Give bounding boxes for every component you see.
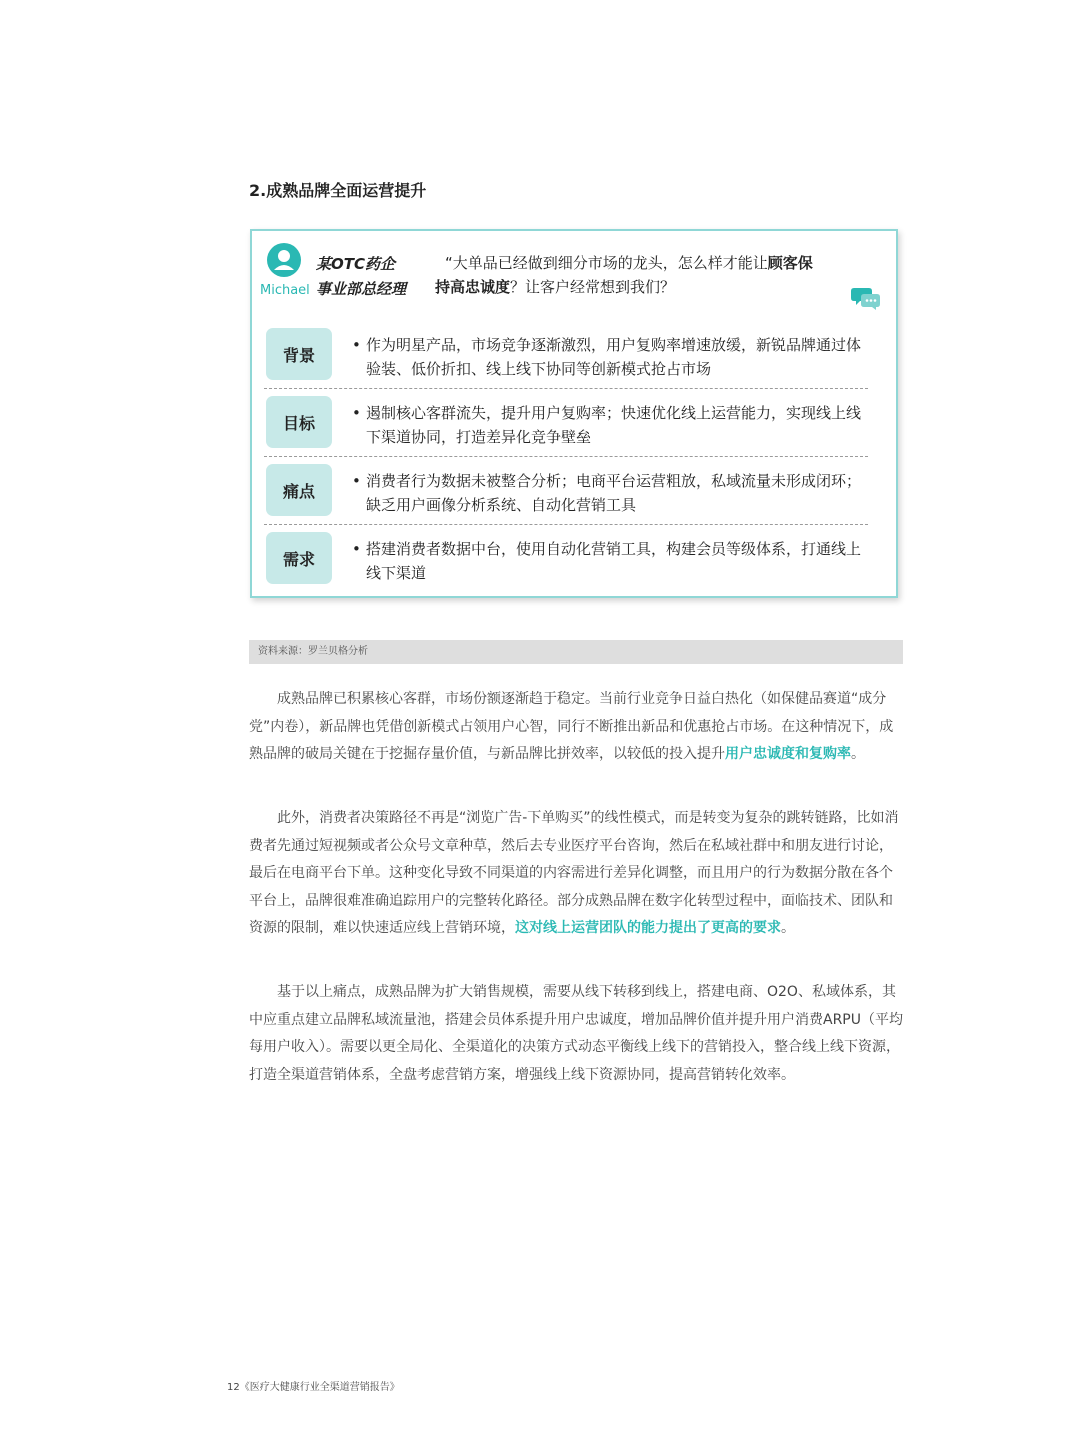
avatar	[267, 243, 301, 277]
person-name: Michael	[260, 283, 310, 298]
row-text: • 消费者行为数据未被整合分析；电商平台运营粗放，私域流量未形成闭环；缺乏用户画像分析系统、自动化营销工具	[352, 469, 862, 517]
row-label: 背景	[266, 328, 332, 380]
paragraph-text: 此外，消费者决策路径不再是“浏览广告-下单购买”的线性模式，而是转变为复杂的跳转链路，比如消费者先通过短视频或者公众号文章种草，然后去专业医疗平台咨询，然后在私域社群中和朋友进行讨论，最后在电商平台下单。这种变化导致不同渠道的内容需进行差异化调整，而且用户的行为数据分散在各个平台上，品牌很难准确追踪用户的完整转化路径。部分成熟品牌在数字化转型过程中，面临技术、团队和资源的限制，难以快速适应线上营销环境，	[249, 810, 899, 936]
paragraph-text: 成熟品牌已积累核心客群，市场份额逐渐趋于稳定。当前行业竞争日益白热化（如保健品赛道“成分党”内卷），新品牌也凭借创新模式占领用户心智，同行不断推出新品和优惠抢占市场。在这种情况下，成熟品牌的破局关键在于挖掘存量价值，与新品牌比拼效率，以较低的投入提升	[249, 691, 894, 762]
case-rows	[264, 321, 868, 592]
paragraph-1	[249, 686, 904, 769]
quote	[435, 251, 855, 299]
case-row-background	[264, 321, 868, 389]
paragraph-end: 。	[851, 746, 865, 762]
source-note: 资料来源：罗兰贝格分析	[249, 640, 903, 664]
row-text: • 遏制核心客群流失，提升用户复购率；快速优化线上运营能力，实现线上线下渠道协同，打造差异化竞争壁垒	[352, 401, 862, 449]
quote-text-1: “大单品已经做到细分市场的龙头，怎么样才能让	[445, 254, 768, 272]
case-card	[250, 229, 898, 598]
company-name: 某OTC药企	[316, 255, 395, 273]
user-icon	[267, 243, 301, 277]
case-row-goal	[264, 389, 868, 457]
case-row-need	[264, 525, 868, 592]
paragraph-text: 基于以上痛点，成熟品牌为扩大销售规模，需要从线下转移到线上，搭建电商、O2O、私域体系，其中应重点建立品牌私域流量池，搭建会员体系提升用户忠诚度，增加品牌价值并提升用户消费ARPU（平均每用户收入）。需要以更全局化、全渠道化的决策方式动态平衡线上线下的营销投入，整合线上线下资源，打造全渠道营销体系，全盘考虑营销方案，增强线上线下资源协同，提高营销转化效率。	[249, 984, 903, 1083]
paragraph-2	[249, 805, 904, 943]
paragraph-highlight: 这对线上运营团队的能力提出了更高的要求	[515, 920, 781, 936]
row-text: • 作为明星产品，市场竞争逐渐激烈，用户复购率增速放缓，新锐品牌通过体验装、低价折扣、线上线下协同等创新模式抢占市场	[352, 333, 862, 381]
paragraph-end: 。	[781, 920, 795, 936]
chat-bubble-icon	[850, 285, 882, 311]
paragraph-highlight: 用户忠诚度和复购率	[725, 746, 851, 762]
quote-text-2: ？让客户经常想到我们？	[510, 278, 676, 296]
page-footer: 12《医疗大健康行业全渠道营销报告》	[227, 1382, 400, 1393]
row-label: 目标	[266, 396, 332, 448]
paragraph-3	[249, 979, 904, 1089]
person-role: 事业部总经理	[316, 280, 407, 298]
row-label: 需求	[266, 532, 332, 584]
case-row-pain-point	[264, 457, 868, 525]
section-title: 2.成熟品牌全面运营提升	[249, 181, 427, 200]
quote-bold-2: 持高忠诚度	[435, 278, 511, 296]
quote-bold-1: 顾客保	[767, 254, 813, 272]
row-label: 痛点	[266, 464, 332, 516]
row-text: • 搭建消费者数据中台，使用自动化营销工具，构建会员等级体系，打通线上线下渠道	[352, 537, 862, 585]
